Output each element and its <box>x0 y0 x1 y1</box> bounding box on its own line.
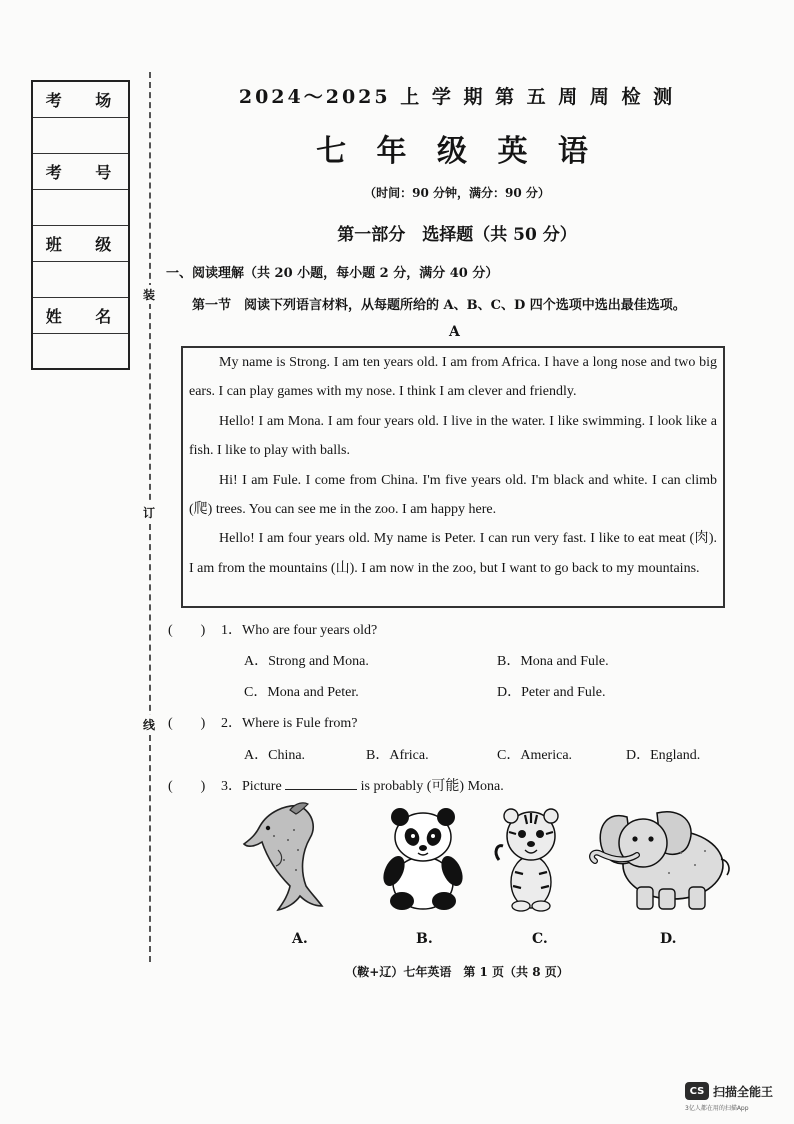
option-d[interactable]: D．England. <box>626 748 701 763</box>
name-field[interactable] <box>33 334 128 370</box>
answer-paren[interactable]: ( ) <box>168 716 206 731</box>
passage-paragraph: Hi! I am Fule. I come from China. I'm five years old. I'm black and white. I can climb (爬) trees. You can see me in the zoo. I am happy here. <box>189 472 717 518</box>
binding-char-zhuang: 装 <box>143 285 155 304</box>
scanner-tagline: 3亿人都在用的扫描App <box>685 1105 749 1112</box>
option-c[interactable]: C．America. <box>497 748 573 763</box>
cs-logo-icon: CS <box>685 1082 709 1100</box>
page-footer: （鞍+辽）七年英语 第 1 页（共 8 页） <box>345 965 569 979</box>
elephant-icon <box>585 803 735 915</box>
dolphin-icon <box>238 800 330 918</box>
answer-blank[interactable] <box>285 778 357 790</box>
picture-label-a[interactable]: A. <box>292 931 308 947</box>
picture-label-c[interactable]: C. <box>532 931 548 947</box>
binding-char-ding: 订 <box>143 503 155 522</box>
option-b[interactable]: B．Africa. <box>366 748 429 763</box>
scanner-app-name: 扫描全能王 <box>713 1084 774 1099</box>
question-stem-post: is probably (可能) Mona. <box>360 779 504 794</box>
exam-meta: （时间：90 分钟，满分：90 分） <box>364 186 550 200</box>
option-d[interactable]: D．Peter and Fule. <box>497 685 606 700</box>
reading-passage <box>181 346 725 608</box>
class-field[interactable] <box>33 262 128 298</box>
name-label: 姓 名 <box>33 298 128 334</box>
exam-room-label: 考 场 <box>33 82 128 118</box>
passage-paragraph: Hello! I am four years old. My name is Peter. I can run very fast. I like to eat meat (肉). I am from the mountains (山). I am now in the zoo, but I want to go back to my mountains. <box>189 531 717 576</box>
option-c[interactable]: C．Mona and Peter. <box>244 685 359 700</box>
option-a[interactable]: A．Strong and Mona. <box>244 654 369 669</box>
question-stem-pre: 3．Picture <box>221 779 282 794</box>
scanner-watermark <box>685 1082 773 1100</box>
subject-title: 七 年 级 英 语 <box>316 134 598 169</box>
panda-icon <box>378 805 468 913</box>
option-a[interactable]: A．China. <box>244 748 306 763</box>
picture-label-d[interactable]: D. <box>660 931 677 947</box>
exam-number-label: 考 号 <box>33 154 128 190</box>
section-instruction: 第一节 阅读下列语言材料，从每题所给的 A、B、C、D 四个选项中选出最佳选项。 <box>192 298 686 313</box>
section-heading: 一、阅读理解（共 20 小题，每小题 2 分，满分 40 分） <box>166 266 499 281</box>
option-b[interactable]: B．Mona and Fule. <box>497 654 609 669</box>
question-stem: 2．Where is Fule from? <box>221 716 358 731</box>
class-label: 班 级 <box>33 226 128 262</box>
question-stem: 1．Who are four years old? <box>221 623 378 638</box>
passage-paragraph: My name is Strong. I am ten years old. I am from Africa. I have a long nose and two big ears. I can play games with my nose. I think I am clever and friendly. <box>189 355 717 400</box>
picture-label-b[interactable]: B. <box>416 931 433 947</box>
question-stem <box>221 775 504 795</box>
part-heading: 第一部分 选择题（共 50 分） <box>337 225 577 245</box>
binding-char-xian: 线 <box>143 715 155 734</box>
passage-paragraph: Hello! I am Mona. I am four years old. I live in the water. I like swimming. I look like a fish. I like to play with balls. <box>189 413 717 459</box>
exam-title: 2024～2025 上 学 期 第 五 周 周 检 测 <box>238 86 676 108</box>
tiger-icon <box>489 802 569 914</box>
answer-paren[interactable]: ( ) <box>168 779 206 794</box>
passage-label: A <box>449 324 460 340</box>
answer-paren[interactable]: ( ) <box>168 623 206 638</box>
